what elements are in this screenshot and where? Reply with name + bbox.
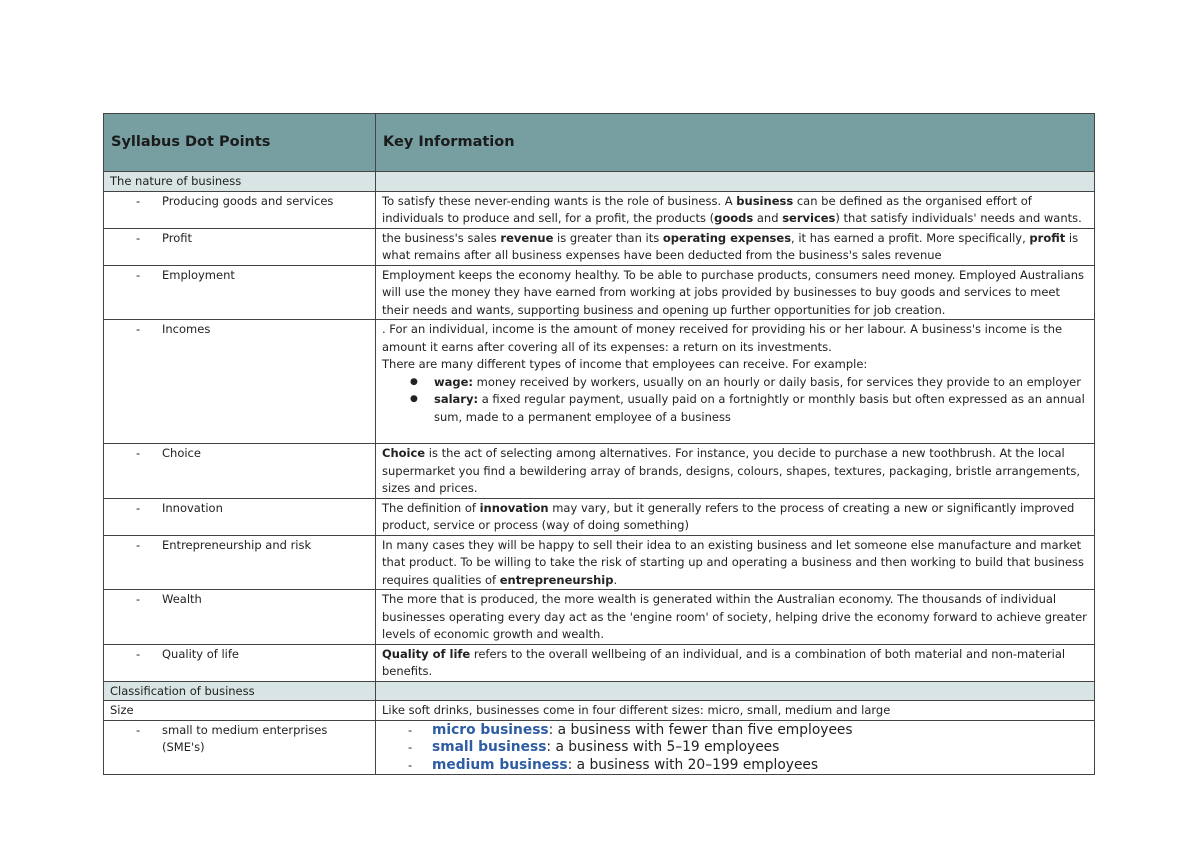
dot-point-entrepreneurship: Entrepreneurship and risk bbox=[162, 537, 312, 552]
term-services: services bbox=[782, 211, 836, 225]
term-choice: Choice bbox=[382, 446, 426, 460]
dot-point-cell bbox=[104, 535, 376, 590]
dot-point-quality-of-life: Quality of life bbox=[162, 646, 240, 661]
dot-point-choice: Choice bbox=[162, 446, 201, 460]
key-info-incomes bbox=[376, 320, 1095, 444]
table-row-profit bbox=[104, 228, 1095, 265]
section-title-classification: Classification of business bbox=[104, 681, 376, 701]
dash-marker: - bbox=[136, 446, 141, 460]
table-header-row bbox=[104, 114, 1095, 172]
header-syllabus-dot-points: Syllabus Dot Points bbox=[104, 114, 376, 172]
dash-marker: - bbox=[136, 500, 141, 515]
dot-point-cell bbox=[104, 590, 376, 645]
list-item: - medium business: a business with 20–199 employees bbox=[408, 756, 819, 773]
syllabus-table bbox=[103, 113, 1095, 775]
dot-point-sme: small to medium enterprises (SME's) bbox=[162, 722, 328, 754]
dash-marker: - bbox=[136, 322, 141, 336]
dash-marker: - bbox=[136, 230, 141, 245]
key-info-producing: To satisfy these never-ending wants is the role of business. A business can be defined as the organised effort of individuals to produce and sell, for a profit, the products (goods and services) that satisfy individuals' needs and wants. bbox=[376, 191, 1095, 228]
incomes-paragraph-2: There are many different types of income that employees can receive. For example: bbox=[382, 357, 868, 371]
list-item-salary: ● salary: a fixed regular payment, usually paid on a fortnightly or monthly basis but often expressed as an annual sum, made to a permanent employee of a business bbox=[434, 391, 1088, 426]
term-small-business: small business bbox=[432, 739, 547, 755]
section-title-nature: The nature of business bbox=[104, 172, 376, 192]
key-info-innovation: The definition of innovation may vary, but it generally refers to the process of creating a new or significantly improved product, service or process (way of doing something) bbox=[376, 498, 1095, 535]
dot-point-cell bbox=[104, 644, 376, 681]
key-info-choice: Choice is the act of selecting among alternatives. For instance, you decide to purchase a new toothbrush. At the local supermarket you find a bewildering array of brands, designs, colours, shapes, textures, packaging, bristle arrangements, sizes and prices. bbox=[376, 444, 1095, 499]
dot-point-cell bbox=[104, 320, 376, 444]
term-business: business bbox=[736, 193, 794, 208]
dot-point-employment: Employment bbox=[162, 267, 235, 282]
dot-point-innovation: Innovation bbox=[162, 500, 223, 515]
table-row-size bbox=[104, 701, 1095, 721]
term-quality-of-life: Quality of life bbox=[382, 646, 471, 661]
term-micro-business: micro business bbox=[432, 721, 549, 738]
list-item: - small business: a business with 5–19 employees bbox=[408, 739, 780, 755]
dash-marker: - bbox=[136, 722, 141, 737]
table-row-choice bbox=[104, 444, 1095, 499]
term-medium-business: medium business bbox=[432, 756, 568, 773]
dot-point-wealth: Wealth bbox=[162, 592, 202, 606]
term-revenue: revenue bbox=[500, 230, 554, 245]
key-info-profit: the business's sales revenue is greater than its operating expenses, it has earned a profit. More specifically, profit is what remains after all business expenses have been deducted from the business's sales revenue bbox=[376, 228, 1095, 265]
table-row-employment bbox=[104, 265, 1095, 320]
key-info-quality-of-life: Quality of life refers to the overall wellbeing of an individual, and is a combination of both material and non-material benefits. bbox=[376, 644, 1095, 681]
dot-point-size: Size bbox=[104, 701, 376, 721]
dash-marker: - bbox=[136, 267, 141, 282]
dot-point-incomes: Incomes bbox=[162, 322, 211, 336]
incomes-paragraph-1: . For an individual, income is the amount of money received for providing his or her labour. A business's income is the amount it earns after covering all of its expenses: a return on its investments. bbox=[382, 322, 1063, 354]
dot-point-cell bbox=[104, 265, 376, 320]
dot-point-cell bbox=[104, 498, 376, 535]
key-info-entrepreneurship: In many cases they will be happy to sell their idea to an existing business and let someone else manufacture and market that product. To be willing to take the risk of starting up and operating a business and then working to build that business requires qualities of entrepreneurship. bbox=[376, 535, 1095, 590]
list-item: - micro business: a business with fewer than five employees bbox=[408, 721, 853, 738]
income-types-list bbox=[382, 374, 1088, 427]
table-row-incomes bbox=[104, 320, 1095, 444]
list-item-wage: ● wage: money received by workers, usually on an hourly or daily basis, for services they provide to an employer bbox=[434, 374, 1088, 392]
table-row-producing bbox=[104, 191, 1095, 228]
dot-point-cell bbox=[104, 228, 376, 265]
table-row-innovation bbox=[104, 498, 1095, 535]
term-operating-expenses: operating expenses bbox=[662, 230, 792, 245]
dash-marker: - bbox=[136, 646, 141, 661]
term-innovation: innovation bbox=[479, 500, 549, 515]
term-goods: goods bbox=[714, 211, 754, 225]
dot-point-cell bbox=[104, 720, 376, 775]
section-blank bbox=[376, 172, 1095, 192]
dash-marker: - bbox=[136, 193, 141, 208]
table-row-sme bbox=[104, 720, 1095, 775]
key-info-wealth: The more that is produced, the more wealth is generated within the Australian economy. The thousands of individual businesses operating every day act as the 'engine room' of society, helping drive the economy forward to achieve greater levels of economic growth and wealth. bbox=[376, 590, 1095, 645]
header-key-information: Key Information bbox=[376, 114, 1095, 172]
key-info-employment: Employment keeps the economy healthy. To be able to purchase products, consumers need money. Employed Australians will use the money they have earned from working at jobs provided by businesses to buy goods and services to meet their needs and wants, supporting business and opening up further opportunities for job creation. bbox=[376, 265, 1095, 320]
term-profit: profit bbox=[1029, 230, 1066, 245]
dot-point-profit: Profit bbox=[162, 230, 192, 245]
section-row-nature bbox=[104, 172, 1095, 192]
key-info-size: Like soft drinks, businesses come in four different sizes: micro, small, medium and large bbox=[376, 701, 1095, 721]
table-row-wealth bbox=[104, 590, 1095, 645]
dash-marker: - bbox=[136, 537, 141, 552]
table-row-quality-of-life bbox=[104, 644, 1095, 681]
term-entrepreneurship: entrepreneurship bbox=[499, 572, 614, 587]
dot-point-cell bbox=[104, 444, 376, 499]
dot-point-producing: Producing goods and services bbox=[162, 193, 334, 208]
dot-point-cell bbox=[104, 191, 376, 228]
section-blank bbox=[376, 681, 1095, 701]
table-row-entrepreneurship bbox=[104, 535, 1095, 590]
key-info-sme bbox=[376, 720, 1095, 775]
dash-marker: - bbox=[136, 592, 141, 606]
section-row-classification bbox=[104, 681, 1095, 701]
